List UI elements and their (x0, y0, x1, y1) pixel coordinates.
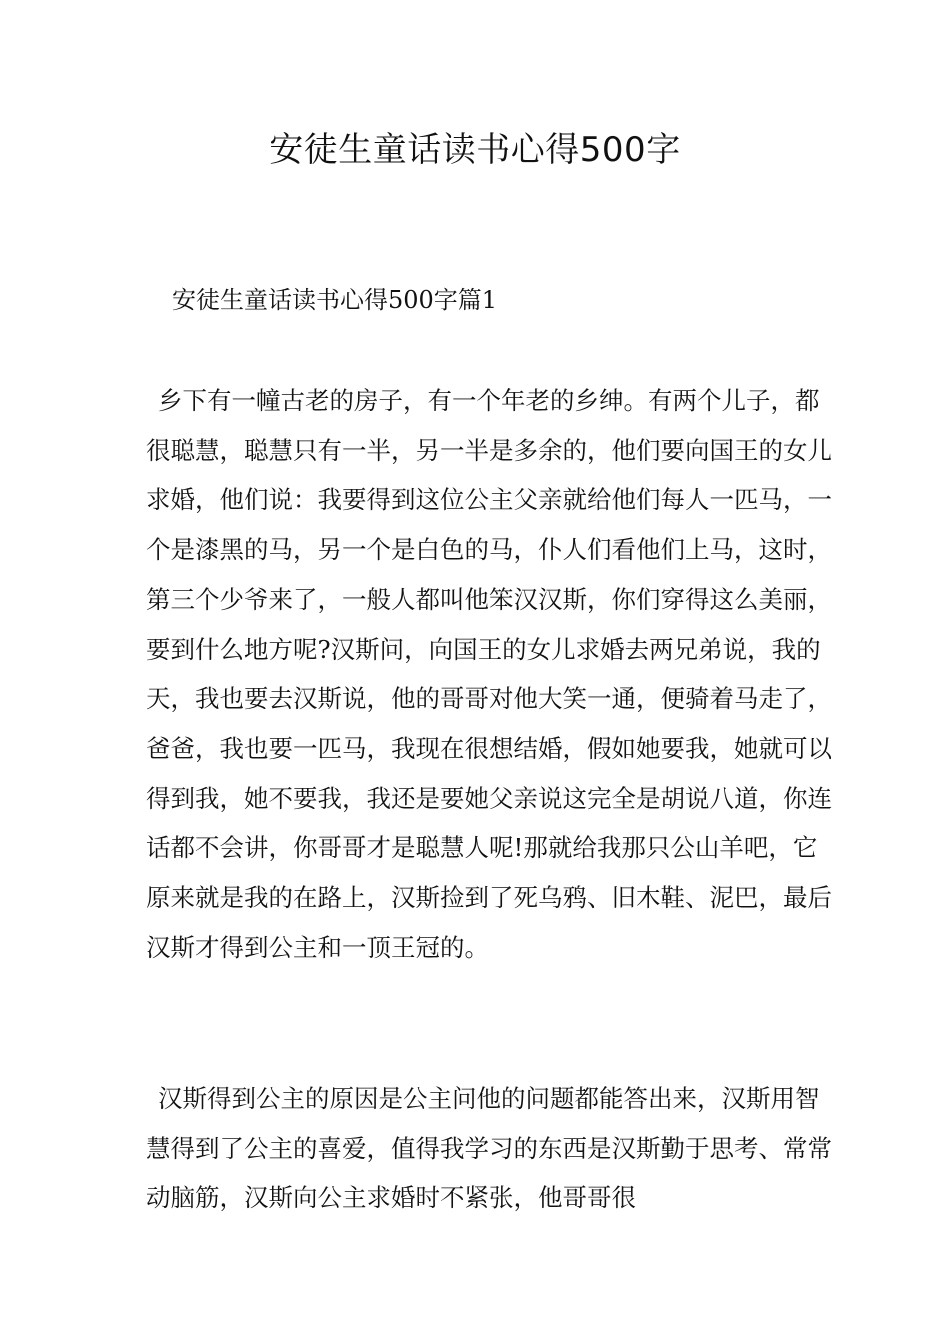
body-paragraph-1: 乡下有一幢古老的房子，有一个年老的乡绅。有两个儿子，都很聪慧，聪慧只有一半，另一半是多余的，他们要向国王的女儿求婚，他们说：我要得到这位公主父亲就给他们每人一匹马，一个是漆黑的马，另一个是白色的马，仆人们看他们上马，这时，第三个少爷来了，一般人都叫他笨汉汉斯，你们穿得这么美丽，要到什么地方呢?汉斯问，向国王的女儿求婚去两兄弟说，我的天，我也要去汉斯说，他的哥哥对他大笑一通，便骑着马走了，爸爸，我也要一匹马，我现在很想结婚，假如她要我，她就可以得到我，她不要我，我还是要她父亲说这完全是胡说八道，你连话都不会讲，你哥哥才是聪慧人呢!那就给我那只公山羊吧，它原来就是我的在路上，汉斯捡到了死乌鸦、旧木鞋、泥巴，最后汉斯才得到公主和一顶王冠的。 (146, 386, 832, 962)
section-heading: 安徒生童话读书心得500字篇1 (172, 286, 498, 314)
body-paragraph-2: 汉斯得到公主的原因是公主问他的问题都能答出来，汉斯用智慧得到了公主的喜爱，值得我学习的东西是汉斯勤于思考、常常动脑筋，汉斯向公主求婚时不紧张，他哥哥很 (146, 1084, 832, 1213)
document-title: 安徒生童话读书心得500字 (269, 130, 681, 170)
